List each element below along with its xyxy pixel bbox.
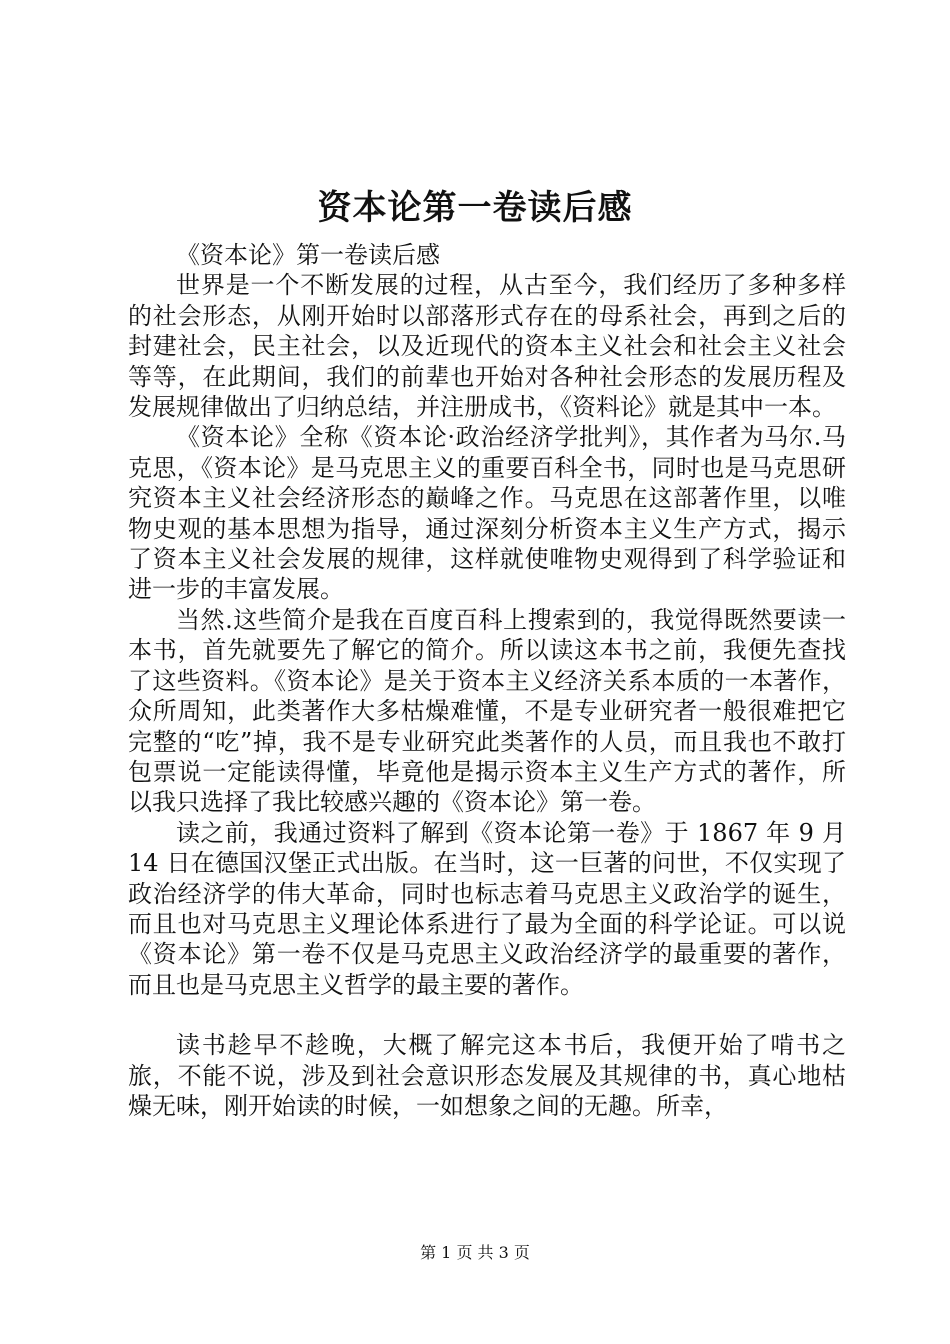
page-number-footer: 第 1 页 共 3 页 [420, 1243, 530, 1262]
paragraph: 读书趁早不趁晚，大概了解完这本书后，我便开始了啃书之旅，不能不说，涉及到社会意识形态发展及其规律的书，真心地枯燥无味，刚开始读的时候，一如想象之间的无趣。所幸， [128, 1031, 846, 1120]
paragraph: 《资本论》全称《资本论·政治经济学批判》，其作者为马尔.马克思，《资本论》是马克思主义的重要百科全书，同时也是马克思研究资本主义社会经济形态的巅峰之作。马克思在这部著作里，以唯物史观的基本思想为指导，通过深刻分析资本主义生产方式，揭示了资本主义社会发展的规律，这样就使唯物史观得到了科学验证和进一步的丰富发展。 [128, 423, 846, 604]
document-body [128, 240, 846, 1121]
paragraph: 当然.这些简介是我在百度百科上搜索到的，我觉得既然要读一本书，首先就要先了解它的简介。所以读这本书之前，我便先查找了这些资料。《资本论》是关于资本主义经济关系本质的一本著作，众所周知，此类著作大多枯燥难懂，不是专业研究者一般很难把它完整的“吃”掉，我不是专业研究此类著作的人员，而且我也不敢打包票说一定能读得懂，毕竟他是揭示资本主义生产方式的著作，所以我只选择了我比较感兴趣的《资本论》第一卷。 [128, 605, 846, 817]
paragraph: 世界是一个不断发展的过程，从古至今，我们经历了多种多样的社会形态，从刚开始时以部落形式存在的母系社会，再到之后的封建社会，民主社会，以及近现代的资本主义社会和社会主义社会等等，在此期间，我们的前辈也开始对各种社会形态的发展历程及发展规律做出了归纳总结，并注册成书，《资料论》就是其中一本。 [128, 271, 846, 422]
paragraph: 读之前，我通过资料了解到《资本论第一卷》于 1867 年 9 月 14 日在德国汉堡正式出版。在当时，这一巨著的问世，不仅实现了政治经济学的伟大革命，同时也标志着马克思主义政治学的诞生，而且也对马克思主义理论体系进行了最为全面的科学论证。可以说《资本论》第一卷不仅是马克思主义政治经济学的最重要的著作，而且也是马克思主义哲学的最主要的著作。 [128, 818, 846, 999]
document-subtitle: 《资本论》第一卷读后感 [176, 241, 440, 269]
document-title: 资本论第一卷读后感 [317, 188, 633, 228]
